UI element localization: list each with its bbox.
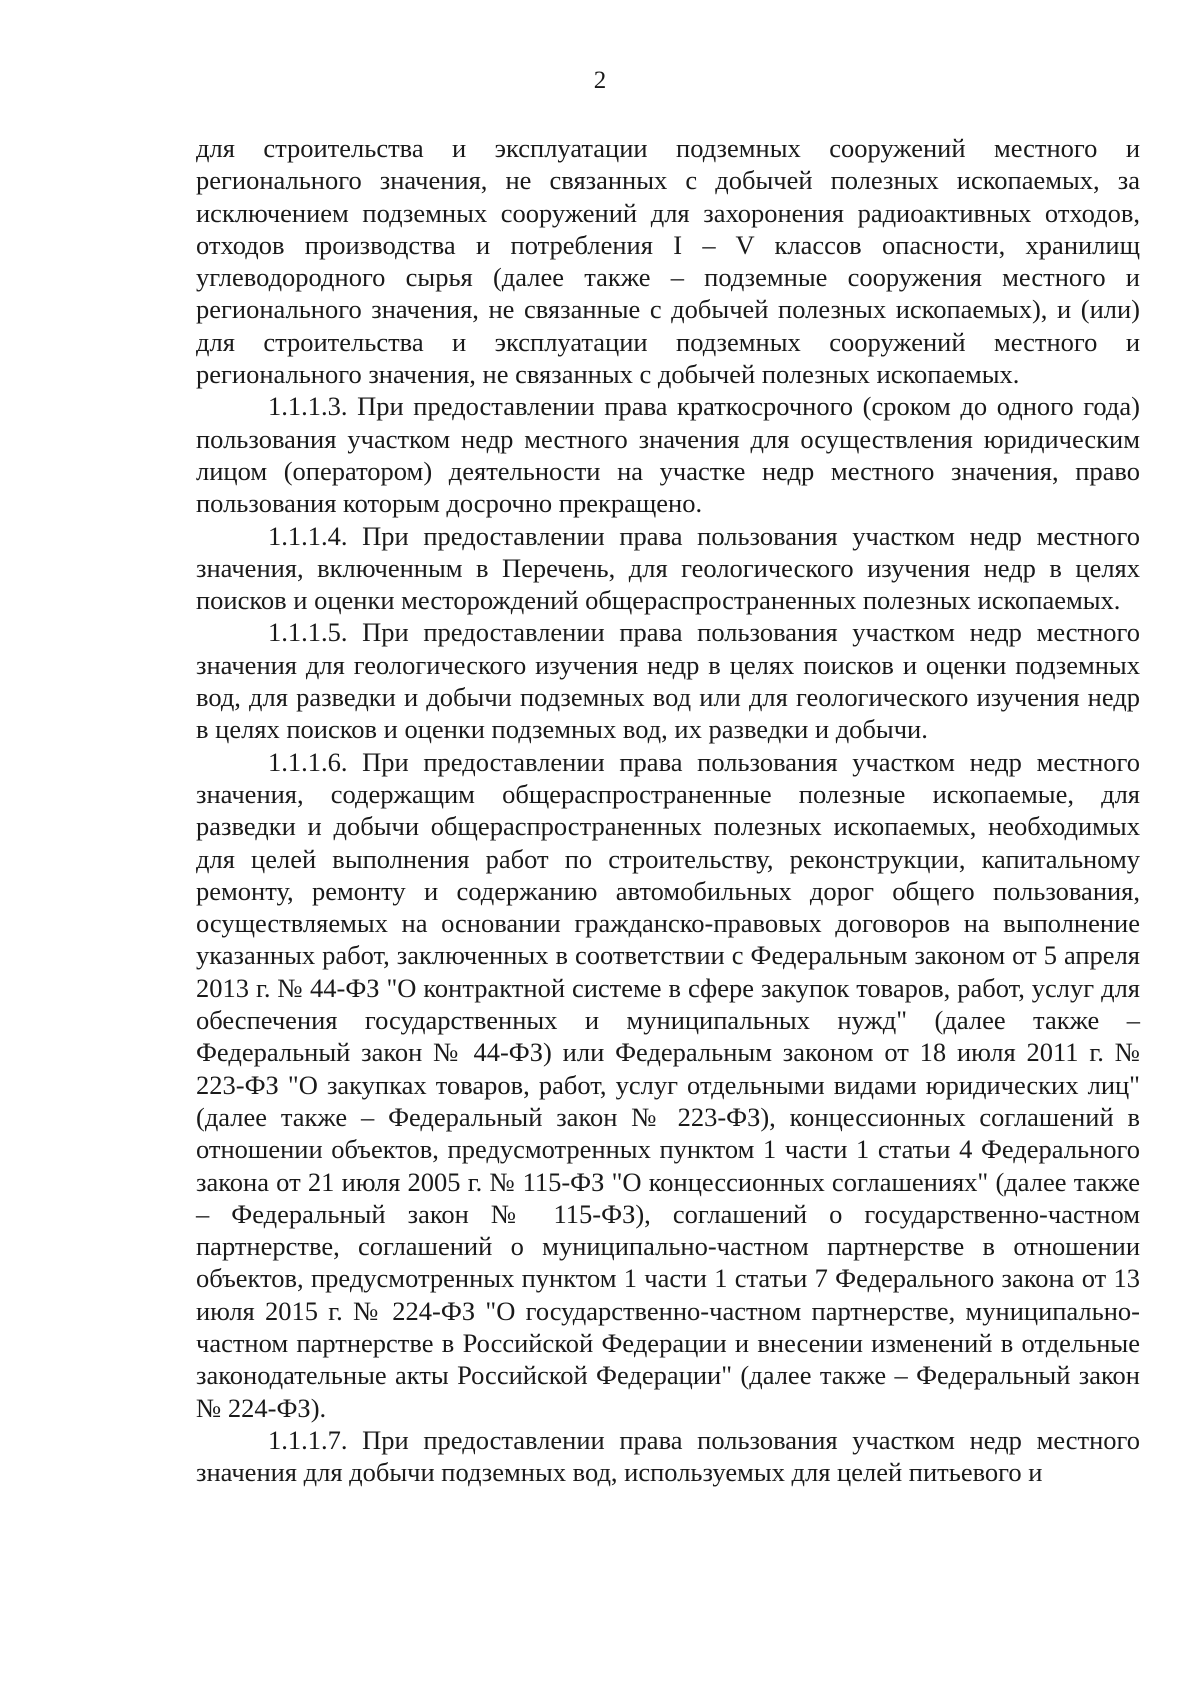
- paragraph-1-1-1-5: 1.1.1.5. При предоставлении права пользования участком недр местного значения для геологического изучения недр в целях поисков и оценки подземных вод, для разведки и добычи подземных вод или для геологического изучения недр в целях поисков и оценки подземных вод, их разведки и добычи.: [196, 617, 1140, 745]
- paragraph-1-1-1-6: 1.1.1.6. При предоставлении права пользования участком недр местного значения, содержащим общераспространенные полезные ископаемые, для разведки и добычи общераспространенных полезных ископаемых, необходимых для целей выполнения работ по строительству, реконструкции, капитальному ремонту, ремонту и содержанию автомобильных дорог общего пользования, осуществляемых на основании гражданско-правовых договоров на выполнение указанных работ, заключенных в соответствии с Федеральным законом от 5 апреля 2013 г. № 44-ФЗ "О контрактной системе в сфере закупок товаров, работ, услуг для обеспечения государственных и муниципальных нужд" (далее также – Федеральный закон № 44-ФЗ) или Федеральным законом от 18 июля 2011 г. № 223-ФЗ "О закупках товаров, работ, услуг отдельными видами юридических лиц" (далее также – Федеральный закон № 223-ФЗ), концессионных соглашений в отношении объектов, предусмотренных пунктом 1 части 1 статьи 4 Федерального закона от 21 июля 2005 г. № 115-ФЗ "О концессионных соглашениях" (далее также – Федеральный закон № 115-ФЗ), соглашений о государственно-частном партнерстве, соглашений о муниципально-частном партнерстве в отношении объектов, предусмотренных пунктом 1 части 1 статьи 7 Федерального закона от 13 июля 2015 г. № 224-ФЗ "О государственно-частном партнерстве, муниципально-частном партнерстве в Российской Федерации и внесении изменений в отдельные законодательные акты Российской Федерации" (далее также – Федеральный закон № 224-ФЗ).: [196, 746, 1140, 1423]
- paragraph-1-1-1-4: 1.1.1.4. При предоставлении права пользования участком недр местного значения, включенным в Перечень, для геологического изучения недр в целях поисков и оценки месторождений общераспространенных полезных ископаемых.: [196, 520, 1140, 616]
- document-body: [196, 132, 1140, 1488]
- paragraph-continuation: для строительства и эксплуатации подземных сооружений местного и регионального значения, не связанных с добычей полезных ископаемых, за исключением подземных сооружений для захоронения радиоактивных отходов, отходов производства и потребления I – V классов опасности, хранилищ углеводородного сырья (далее также – подземные сооружения местного и регионального значения, не связанные с добычей полезных ископаемых), и (или) для строительства и эксплуатации подземных сооружений местного и регионального значения, не связанных с добычей полезных ископаемых.: [196, 133, 1140, 390]
- paragraph-1-1-1-7: 1.1.1.7. При предоставлении права пользования участком недр местного значения для добычи подземных вод, используемых для целей питьевого и: [196, 1424, 1140, 1488]
- page-number: 2: [593, 67, 607, 94]
- paragraph-1-1-1-3: 1.1.1.3. При предоставлении права краткосрочного (сроком до одного года) пользования участком недр местного значения для осуществления юридическим лицом (оператором) деятельности на участке недр местного значения, право пользования которым досрочно прекращено.: [196, 391, 1140, 519]
